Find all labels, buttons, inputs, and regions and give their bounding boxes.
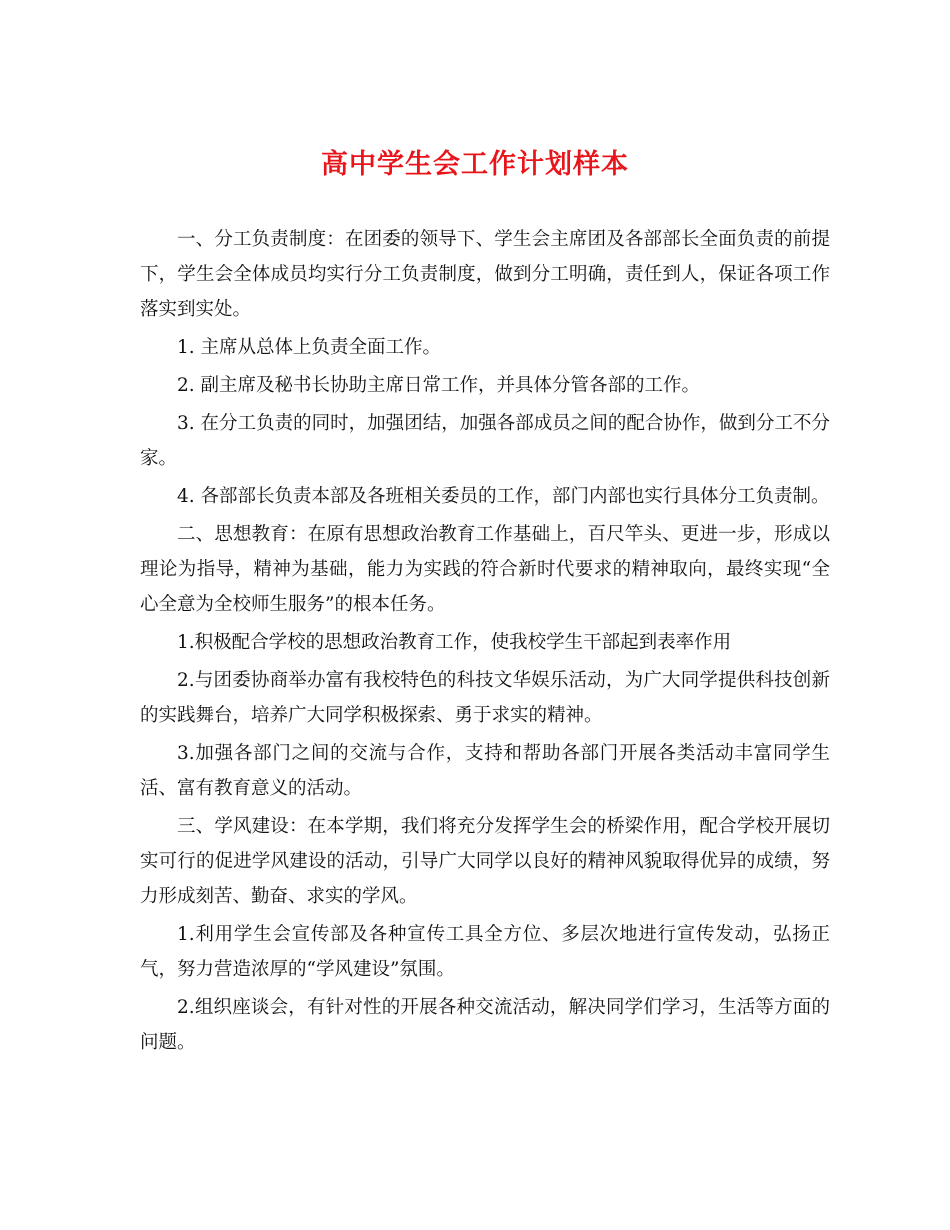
paragraph-item-2-2: 2.与团委协商举办富有我校特色的科技文华娱乐活动，为广大同学提供科技创新的实践舞台，培养广大同学积极探索、勇于求实的精神。	[140, 670, 830, 726]
paragraph-item-1-2: 2. 副主席及秘书长协助主席日常工作，并具体分管各部的工作。	[177, 375, 701, 396]
paragraph-section-2: 二、思想教育：在原有思想政治教育工作基础上，百尺竿头、更进一步，形成以理论为指导，精神为基础，能力为实践的符合新时代要求的精神取向，最终实现“全心全意为全校师生服务”的根本任务。	[140, 524, 830, 615]
paragraph-item-2-3: 3.加强各部门之间的交流与合作，支持和帮助各部门开展各类活动丰富同学生活、富有教育意义的活动。	[140, 743, 830, 799]
paragraph-item-2-1: 1.积极配合学校的思想政治教育工作，使我校学生干部起到表率作用	[177, 632, 732, 653]
paragraph-item-1-1: 1. 主席从总体上负责全面工作。	[177, 337, 442, 358]
paragraph-section-1: 一、分工负责制度：在团委的领导下、学生会主席团及各部部长全面负责的前提下，学生会全体成员均实行分工负责制度，做到分工明确，责任到人，保证各项工作落实到实处。	[140, 229, 830, 320]
paragraph-item-1-3: 3. 在分工负责的同时，加强团结，加强各部成员之间的配合协作，做到分工不分家。	[140, 413, 830, 469]
paragraph-item-1-4: 4. 各部部长负责本部及各班相关委员的工作，部门内部也实行具体分工负责制。	[177, 486, 830, 507]
paragraph-item-3-2: 2.组织座谈会，有针对性的开展各种交流活动，解决同学们学习，生活等方面的问题。	[140, 997, 830, 1053]
document-title: 高中学生会工作计划样本	[321, 149, 629, 180]
paragraph-item-3-1: 1.利用学生会宣传部及各种宣传工具全方位、多层次地进行宣传发动，弘扬正气，努力营造浓厚的“学风建设”氛围。	[140, 924, 830, 980]
document-body	[140, 222, 830, 1063]
paragraph-section-3: 三、学风建设：在本学期，我们将充分发挥学生会的桥梁作用，配合学校开展切实可行的促进学风建设的活动，引导广大同学以良好的精神风貌取得优异的成绩，努力形成刻苦、勤奋、求实的学风。	[140, 816, 830, 907]
